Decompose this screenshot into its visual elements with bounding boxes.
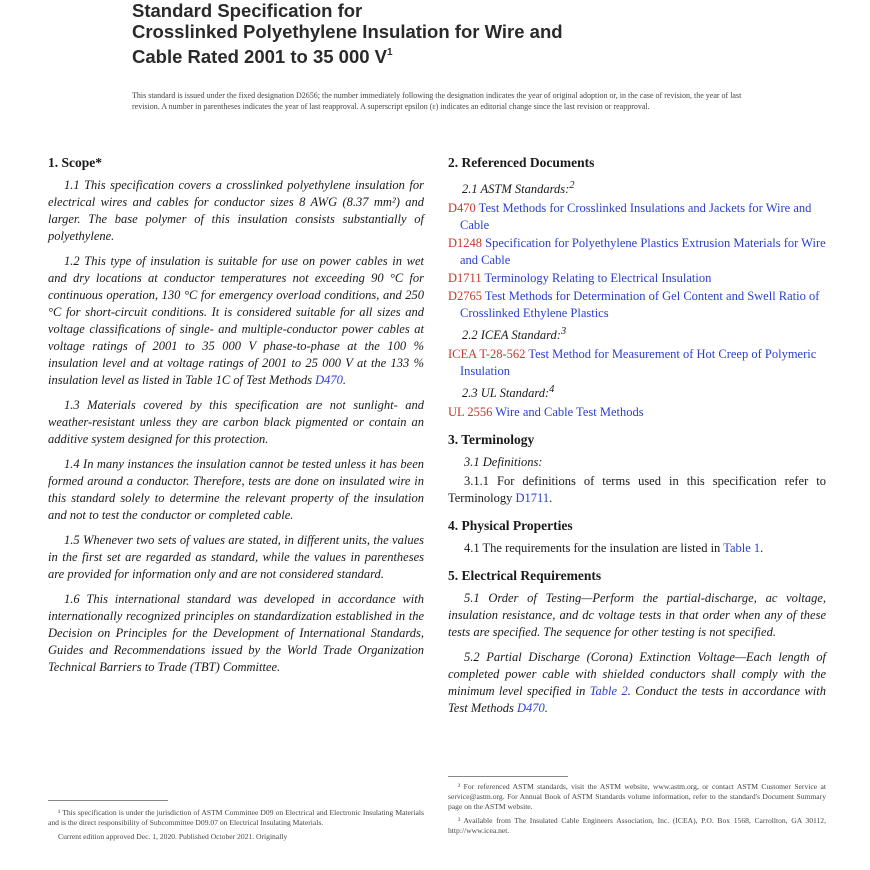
- reference-title[interactable]: Wire and Cable Test Methods: [492, 405, 644, 420]
- reference-entry[interactable]: [448, 346, 826, 380]
- physical-properties-heading: 4. Physical Properties: [448, 518, 573, 534]
- reference-title[interactable]: Terminology Relating to Electrical Insulation: [481, 271, 712, 286]
- link-d1711[interactable]: D1711: [515, 491, 550, 506]
- reference-entry[interactable]: [448, 288, 826, 322]
- paragraph-1-5: 1.5 Whenever two sets of values are stated, in different units, the values in the first set are regarded as standard, while the values in parentheses are provided for information only and are not considered standard.: [48, 533, 424, 581]
- footnote-rule-left: [48, 800, 168, 801]
- title-line-3: Cable Rated 2001 to 35 000 $V^1$: [132, 46, 393, 67]
- ul-standards-list: [448, 404, 826, 421]
- footnote-2: ² For referenced ASTM standards, visit the ASTM website, www.astm.org, or contact ASTM Customer Service at service@astm.org. For Annual Book of ASTM Standards volume information, refer to the standard's Document Summary page on the ASTM website.: [448, 782, 826, 811]
- designation-notice: This standard is issued under the fixed designation D2656; the number immediately following the designation indicates the year of original adoption or, in the case of revision, the year of last revision. A number in parentheses indicates the year of last reapproval. A superscript epsilon (ε) indicates an editorial change since the last revision or reapproval.: [132, 91, 742, 111]
- footnotes-left: [48, 808, 424, 846]
- footnote-1: ¹ This specification is under the jurisdiction of ASTM Committee D09 on Electrical and Electronic Insulating Materials and is the direct responsibility of Subcommittee D09.07 on Electrical Insulating Materials.: [48, 808, 424, 827]
- paragraph-3-1: 3.1 Definitions:: [464, 455, 543, 470]
- link-table-2[interactable]: Table 2: [589, 684, 628, 699]
- paragraph-1-6: 1.6 This international standard was developed in accordance with internationally recognized principles on standardization established in the Decision on Principles for the Development of International Standards, Guides and Recommendations issued by the World Trade Organization Technical Barriers to Trade (TBT) Committee.: [48, 592, 424, 674]
- footnote-3: ³ Available from The Insulated Cable Engineers Association, Inc. (ICEA), P.O. Box 1568, Carrollton, GA 30112, http://www.icea.net.: [448, 816, 826, 835]
- paragraph-1-1: 1.1 This specification covers a crosslinked polyethylene insulation for electrical wires and cables for conductor sizes 8 AWG (8.37 mm²) and larger. The base polymer of this insulation consists substantially of polyethylene.: [48, 178, 424, 243]
- paragraph-5-1: 5.1 Order of Testing—Perform the partial-discharge, ac voltage, insulation resistance, and dc voltage tests in that order when any of these tests are specified. The sequence for other testing is not specified.: [448, 591, 826, 640]
- astm-standards-label: 2.1 ASTM Standards:$^2$: [462, 180, 575, 197]
- document-title: [132, 0, 692, 67]
- reference-code[interactable]: ICEA T-28-562: [448, 347, 526, 362]
- paragraph-5-2: 5.2 Partial Discharge (Corona) Extinction Voltage—Each length of completed power cable with shielded conductors shall comply with the minimum level specified in Table 2. Conduct the tests in accordance with Test Methods D470.: [448, 650, 826, 716]
- reference-code[interactable]: D470: [448, 201, 476, 216]
- right-column: [448, 154, 826, 725]
- referenced-documents-heading: 2. Referenced Documents: [448, 155, 595, 170]
- paragraph-3-1-1: 3.1.1 For definitions of terms used in this specification refer to Terminology D1711.: [448, 474, 826, 506]
- paragraph-1-2: 1.2 This type of insulation is suitable for use on power cables in wet and dry locations at conductor temperatures not exceeding 90 °C for continuous operation, 130 °C for emergency overload conditions, and 250 °C for short-circuit conditions. It is considered suitable for all sizes and voltage classifications of single- and multiple-conductor power cables at voltage ratings of 2001 to 35 000 V phase-to-phase at the 100 % insulation level and at voltage ratings of 2001 to 25 000 V at the 133 % insulation level as listed in Table 1C of Test Methods D470.: [48, 254, 424, 387]
- icea-standard-label: 2.2 ICEA Standard:$^3$: [462, 326, 567, 343]
- footnote-1-continued: Current edition approved Dec. 1, 2020. Published October 2021. Originally: [58, 832, 288, 841]
- footnotes-right: [448, 782, 826, 840]
- left-column: [48, 154, 424, 684]
- title-line-2: Crosslinked Polyethylene Insulation for Wire and: [132, 21, 563, 42]
- title-footnote-mark: 1: [387, 47, 393, 58]
- reference-code[interactable]: D1248: [448, 236, 483, 251]
- reference-code[interactable]: D2765: [448, 289, 483, 304]
- reference-entry[interactable]: [448, 200, 826, 234]
- reference-entry[interactable]: [448, 235, 826, 269]
- scope-heading: 1. Scope*: [48, 155, 102, 170]
- reference-title[interactable]: Test Methods for Determination of Gel Content and Swell Ratio of Crosslinked Ethylene Plastics: [460, 289, 820, 321]
- reference-title[interactable]: Test Methods for Crosslinked Insulations and Jackets for Wire and Cable: [460, 201, 812, 233]
- title-line-1: Standard Specification for: [132, 0, 363, 21]
- paragraph-1-3: 1.3 Materials covered by this specification are not sunlight- and weather-resistant unless they are carbon black pigmented or contain an additive system designed for this protection.: [48, 398, 424, 446]
- link-d470[interactable]: D470: [315, 373, 343, 387]
- paragraph-1-4: 1.4 In many instances the insulation cannot be tested unless it has been formed around a conductor. Therefore, tests are done on insulated wire in this standard solely to determine the relevant property of the insulation and not to test the conductor or completed cable.: [48, 457, 424, 522]
- footnote-rule-right: [448, 776, 568, 777]
- reference-title[interactable]: Specification for Polyethylene Plastics Extrusion Materials for Wire and Cable: [460, 236, 826, 268]
- astm-standards-list: [448, 200, 826, 322]
- reference-code[interactable]: D1711: [448, 271, 482, 286]
- ul-standard-label: 2.3 UL Standard:$^4$: [462, 384, 555, 401]
- reference-entry[interactable]: [448, 270, 826, 287]
- link-table-1[interactable]: Table 1: [723, 541, 761, 556]
- reference-title[interactable]: Test Method for Measurement of Hot Creep of Polymeric Insulation: [460, 347, 817, 379]
- reference-entry[interactable]: [448, 404, 826, 421]
- reference-code[interactable]: UL 2556: [448, 405, 493, 420]
- paragraph-4-1: 4.1 The requirements for the insulation are listed in Table 1.: [464, 541, 764, 556]
- terminology-heading: 3. Terminology: [448, 432, 535, 448]
- electrical-requirements-heading: 5. Electrical Requirements: [448, 568, 602, 584]
- icea-standards-list: [448, 346, 826, 380]
- link-d470[interactable]: D470: [517, 701, 545, 716]
